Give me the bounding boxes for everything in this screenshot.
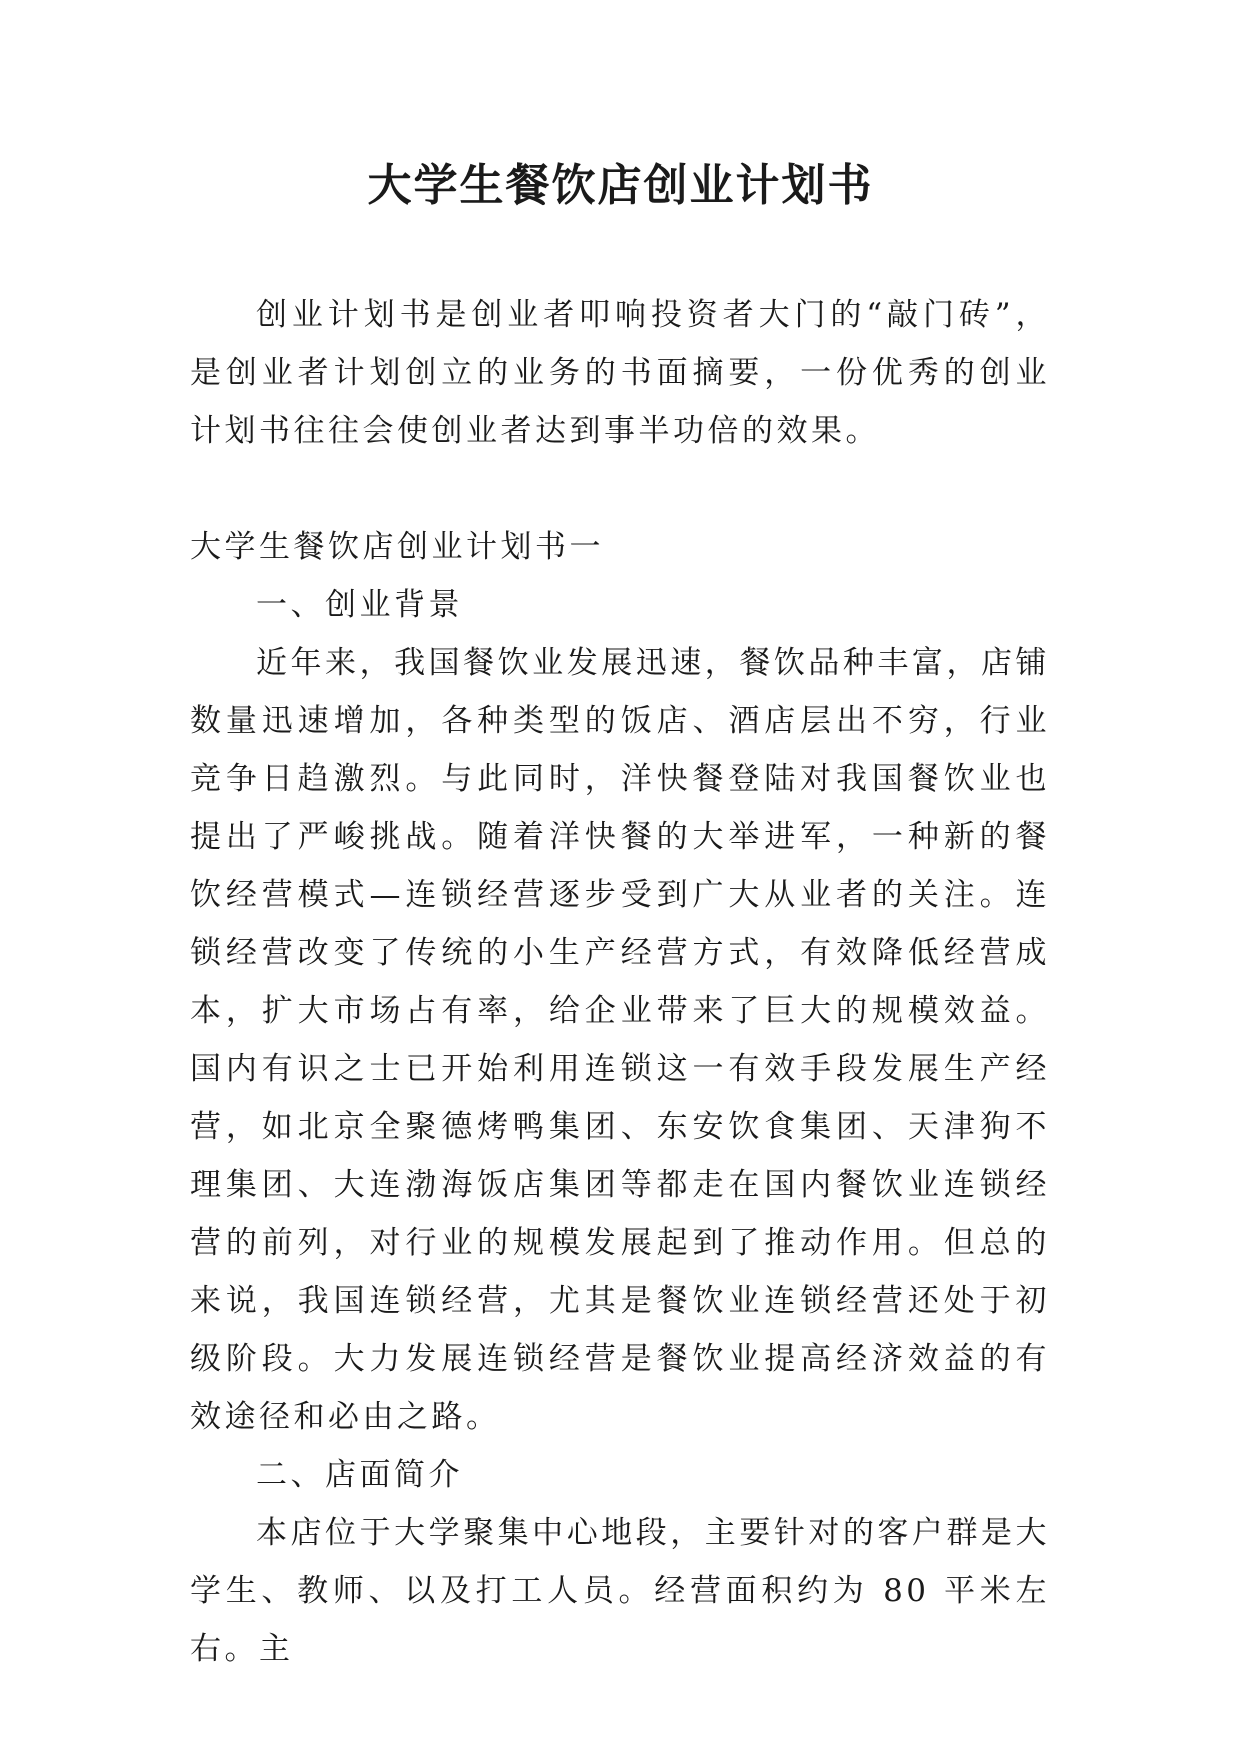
heading-background: 一、创业背景	[256, 587, 463, 623]
store-intro-paragraph: 本店位于大学聚集中心地段，主要针对的客户群是大学生、教师、以及打工人员。经营面积约为 80 平米左右。主	[190, 1515, 1050, 1667]
section-title: 大学生餐饮店创业计划书一	[190, 529, 604, 565]
intro-paragraph: 创业计划书是创业者叩响投资者大门的“敲门砖”，是创业者计划创立的业务的书面摘要，一份优秀的创业计划书往往会使创业者达到事半功倍的效果。	[190, 297, 1050, 449]
document-title: 大学生餐饮店创业计划书	[367, 160, 874, 211]
background-paragraph: 近年来，我国餐饮业发展迅速，餐饮品种丰富，店铺数量迅速增加，各种类型的饭店、酒店层出不穷，行业竞争日趋激烈。与此同时，洋快餐登陆对我国餐饮业也提出了严峻挑战。随着洋快餐的大举进军，一种新的餐饮经营模式—连锁经营逐步受到广大从业者的关注。连锁经营改变了传统的小生产经营方式，有效降低经营成本，扩大市场占有率，给企业带来了巨大的规模效益。国内有识之士已开始利用连锁这一有效手段发展生产经营，如北京全聚德烤鸭集团、东安饮食集团、天津狗不理集团、大连渤海饭店集团等都走在国内餐饮业连锁经营的前列，对行业的规模发展起到了推动作用。但总的来说，我国连锁经营，尤其是餐饮业连锁经营还处于初级阶段。大力发展连锁经营是餐饮业提高经济效益的有效途径和必由之路。	[190, 645, 1050, 1435]
heading-store-intro: 二、店面简介	[256, 1457, 463, 1493]
plan-body	[190, 518, 1050, 1678]
intro-block	[190, 286, 1050, 460]
